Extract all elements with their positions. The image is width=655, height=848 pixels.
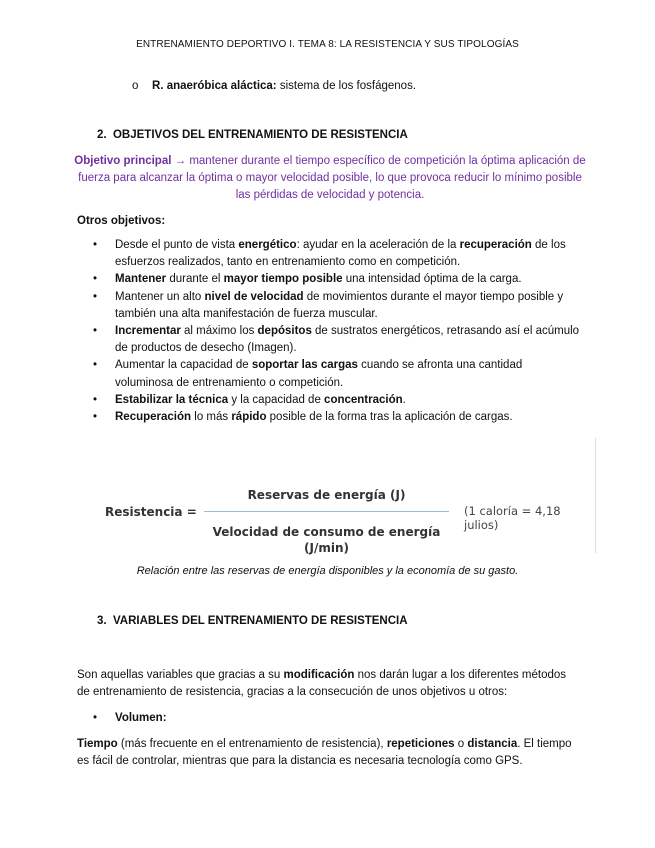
text-run: Son aquellas variables que gracias a su: [77, 669, 284, 681]
fraction-bar: [204, 511, 449, 512]
arrow-icon: →: [174, 155, 187, 167]
text-run: Mantener un alto: [115, 290, 205, 303]
bold-text: repeticiones: [386, 738, 455, 750]
text-run: una intensidad óptima de la carga.: [342, 273, 522, 286]
text-run: Aumentar la capacidad de: [115, 359, 252, 372]
section-2-number: 2.: [97, 129, 107, 141]
bold-text: rápido: [231, 411, 267, 424]
objective-text: mantener durante el tiempo específico de competición la óptima aplicación de fuerza para alcanzar la óptima o mayor velocidad posible, lo que provoca reducir lo mínimo posible las pérdidas de velocidad y potencia.: [78, 155, 586, 201]
objective-bullet: [93, 392, 583, 409]
page-header: ENTRENAMIENTO DEPORTIVO I. TEMA 8: LA RESISTENCIA Y SUS TIPOLOGÍAS: [136, 39, 519, 50]
text-run: . El tiempo es fácil de controlar, mientras que para la distancia es necesaria tecnología como GPS.: [77, 738, 572, 767]
variables-intro: [77, 667, 582, 701]
bold-text: Mantener: [115, 273, 167, 286]
formula-lhs: Resistencia =: [105, 505, 197, 519]
text-run: de sustratos energéticos, retrasando así el acúmulo de productos de desecho (Imagen).: [115, 325, 580, 355]
sub-item-bold: R. anaeróbica aláctica:: [152, 80, 277, 92]
volume-label: Volumen:: [115, 712, 167, 724]
bold-text: Incrementar: [115, 325, 181, 338]
other-objectives-label: Otros objetivos:: [77, 215, 166, 227]
bold-text: modificación: [283, 669, 355, 681]
section-3-number: 3.: [97, 615, 107, 627]
bold-text: soportar las cargas: [251, 359, 358, 372]
bold-text: mayor tiempo posible: [223, 273, 343, 286]
bold-text: Recuperación: [115, 411, 192, 424]
figure-caption: Relación entre las reservas de energía disponibles y la economía de su gasto.: [136, 565, 519, 577]
objective-bullet: [93, 357, 583, 391]
text-run: y la capacidad de: [228, 393, 325, 406]
bold-text: energético: [238, 239, 297, 251]
figure-border: [595, 438, 596, 553]
bold-text: nivel de velocidad: [204, 290, 304, 303]
circle-bullet: o: [132, 80, 139, 92]
text-run: nos darán lugar a los diferentes métodos de entrenamiento de resistencia, gracias a la consecución de unos objetivos u otros:: [77, 669, 567, 698]
bold-text: concentración: [324, 393, 403, 406]
section-2-title: OBJETIVOS DEL ENTRENAMIENTO DE RESISTENCIA: [112, 129, 408, 141]
denominator-line-1: Velocidad de consumo de energía: [212, 525, 441, 539]
text-run: o: [454, 738, 468, 750]
section-3-title: VARIABLES DEL ENTRENAMIENTO DE RESISTENCIA: [112, 615, 408, 627]
objectives-list: [93, 237, 583, 426]
objective-bullet: [93, 237, 583, 271]
text-run: durante el: [166, 273, 224, 286]
sub-item-text: sistema de los fosfágenos.: [276, 80, 417, 92]
resistance-formula: [102, 480, 572, 570]
bold-text: recuperación: [459, 239, 532, 251]
objective-bullet: [93, 409, 583, 426]
formula-denominator: [204, 524, 449, 556]
formula-numerator: Reservas de energía (J): [247, 488, 406, 502]
text-run: al máximo los: [180, 325, 258, 338]
text-run: .: [402, 393, 406, 406]
sub-item-anaerobic: [132, 80, 416, 92]
bold-text: Tiempo: [77, 738, 118, 750]
objective-label: Objetivo principal: [74, 155, 172, 167]
objective-bullet: [93, 323, 583, 357]
formula-note: (1 caloría = 4,18 julios): [464, 504, 561, 532]
text-run: de los esfuerzos realizados, tanto en entrenamiento como en competición.: [115, 239, 566, 269]
objective-bullet: [93, 289, 583, 323]
denominator-line-2: (J/min): [304, 541, 349, 555]
volume-description: [77, 736, 582, 770]
bold-text: distancia: [467, 738, 518, 750]
section-2-heading: [97, 129, 408, 141]
objective-bullet: [93, 271, 583, 288]
bold-text: depósitos: [257, 325, 312, 338]
text-run: Desde el punto de vista: [115, 239, 239, 251]
text-run: cuando se afronta una cantidad voluminosa de entrenamiento o competición.: [115, 359, 523, 389]
section-3-heading: [97, 615, 408, 627]
bold-text: Estabilizar la técnica: [115, 393, 229, 406]
text-run: lo más: [191, 411, 232, 424]
text-run: (más frecuente en el entrenamiento de resistencia),: [117, 738, 387, 750]
main-objective: [70, 153, 590, 204]
bullet-marker: •: [93, 712, 98, 724]
text-run: de movimientos durante el mayor tiempo posible y también una alta manifestación de fuerza muscular.: [115, 290, 564, 320]
text-run: : ayudar en la aceleración de la: [296, 239, 460, 251]
volume-item: [93, 712, 167, 724]
text-run: posible de la forma tras la aplicación de cargas.: [266, 411, 513, 424]
